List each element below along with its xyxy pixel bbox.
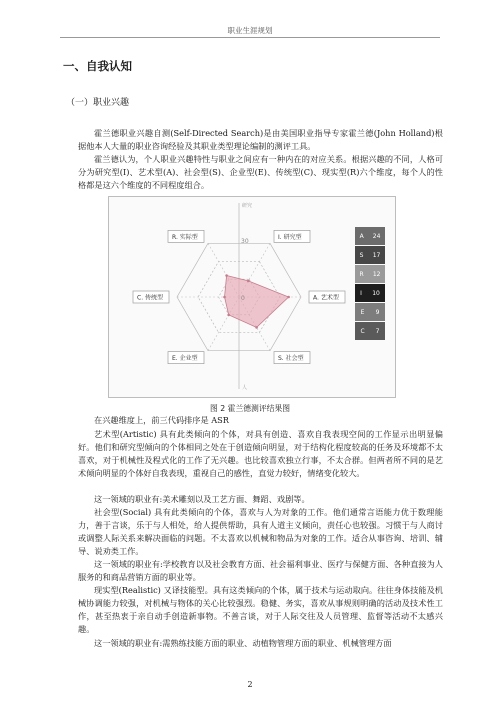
radar-data-area [225, 276, 289, 328]
paragraph-code-order: 在兴趣维度上，前三代码排序是 ASR [94, 415, 229, 425]
score-panel [355, 227, 385, 341]
score-cell [355, 246, 385, 264]
header-rule [60, 37, 440, 38]
score-code: S [359, 251, 364, 259]
paragraph-artistic-jobs: 这一领域的职业有:美术雕刻以及工艺方面、舞蹈、戏剧等。 [94, 494, 310, 504]
score-cell [355, 265, 385, 283]
score-value: 9 [375, 308, 380, 316]
score-code: C [360, 327, 365, 335]
outer-label-bottom: 人 [242, 385, 248, 391]
score-cell [355, 284, 385, 302]
radar-data-point [227, 314, 230, 317]
score-value: 10 [372, 289, 380, 297]
running-header: 职业生涯规划 [227, 26, 273, 35]
score-value: 7 [375, 327, 380, 335]
paragraph-theory: 霍兰德认为，个人职业兴趣特性与职业之间应有一种内在的对应关系。根据兴趣的不同，人格可分为研究型(I)、艺术型(A)、社会型(S)、企业型(E)、传统型(C)、现实型(R)六个维度，每个人的性格都是这六个维度的不同程度组合。 [78, 154, 443, 191]
radar-data-point [225, 274, 228, 277]
score-cell [355, 303, 385, 321]
score-code: E [360, 308, 365, 316]
paragraph-artistic: 艺术型(Artistic) 具有此类倾向的个体，对具有创造、喜欢自我表现空间的工作显示出明显偏好。他们和研究型倾向的个体相同之处在于创造倾向明显，对于结构化程度较高的任务及环境都不太喜欢，对于机械性及程式化的工作了无兴趣。也比较喜欢独立行事，不太合群。但两者所不同的是艺术倾向明显的个体好自我表现，重视自己的感性，直觉力较好，情绪变化较大。 [78, 429, 443, 479]
paragraph-realistic-jobs: 这一领域的职业有:需熟练技能方面的职业、动植物管理方面的职业、机械管理方面 [94, 638, 392, 648]
axis-label: I. 研究型 [278, 233, 302, 241]
outer-label-top: 研究 [242, 203, 253, 209]
axis-label: R. 实际型 [172, 233, 198, 241]
axis-label: C. 传统型 [137, 294, 164, 302]
paragraph-realistic: 现实型(Realistic) 又译技能型。具有这类倾向的个体，属于技术与运动取向。往往身体技能及机械协调能力较强，对机械与物体的关心比较强烈。稳健、务实，喜欢从事规则明确的活动及技术性工作，甚至热衷于亲自动手创造新事物。不善言谈，对于人际交往及人员管理、监督等活动不太感兴趣。 [78, 585, 443, 635]
paragraph-social-jobs: 这一领域的职业有:学校教育以及社会教育方面、社会福利事业、医疗与保健方面、各种直接为人服务的和商品营销方面的职业等。 [78, 559, 443, 583]
score-value: 12 [372, 270, 381, 278]
score-code: I [360, 289, 362, 297]
tick-label-max: 30 [241, 238, 249, 245]
axis-label: A. 艺术型 [313, 294, 339, 302]
section-title: 一、自我认知 [63, 59, 132, 73]
radar-data-point [287, 296, 290, 299]
subsection-title: （一）职业兴趣 [66, 98, 130, 108]
axis-label: E. 企业型 [172, 355, 198, 363]
holland-radar-chart [109, 197, 395, 397]
radar-data-point [223, 296, 226, 299]
score-cell [355, 227, 385, 245]
paragraph-social: 社会型(Social) 具有此类倾向的个体，喜欢与人为对象的工作。他们通常言语能力优于数理能力，善于言谈，乐于与人相处，给人提供帮助，具有人道主义倾向，责任心也较强。习惯于与人商讨或调整人际关系来解决面临的问题。不太喜欢以机械和物品为对象的工作。适合从事咨询、培训、辅导、说劝类工作。 [78, 507, 443, 557]
paragraph-intro: 霍兰德职业兴趣自测(Self-Directed Search)是由美国职业指导专家霍兰德(John Holland)根据他本人大量的职业咨询经验及其职业类型理论编制的测评工具。 [78, 128, 443, 152]
score-value: 24 [372, 232, 381, 240]
radar-data-point [255, 326, 258, 329]
holland-result-figure [108, 196, 396, 398]
figure-caption: 图 2 霍兰德测评结果图 [209, 404, 291, 413]
score-code: R [359, 270, 364, 278]
page-number: 2 [247, 680, 253, 689]
score-code: A [359, 232, 364, 240]
score-cell [355, 322, 385, 340]
axis-label: S. 社会型 [278, 355, 304, 363]
radar-data-point [247, 280, 250, 283]
score-value: 17 [372, 251, 381, 259]
tick-label-min: 0 [241, 295, 245, 302]
